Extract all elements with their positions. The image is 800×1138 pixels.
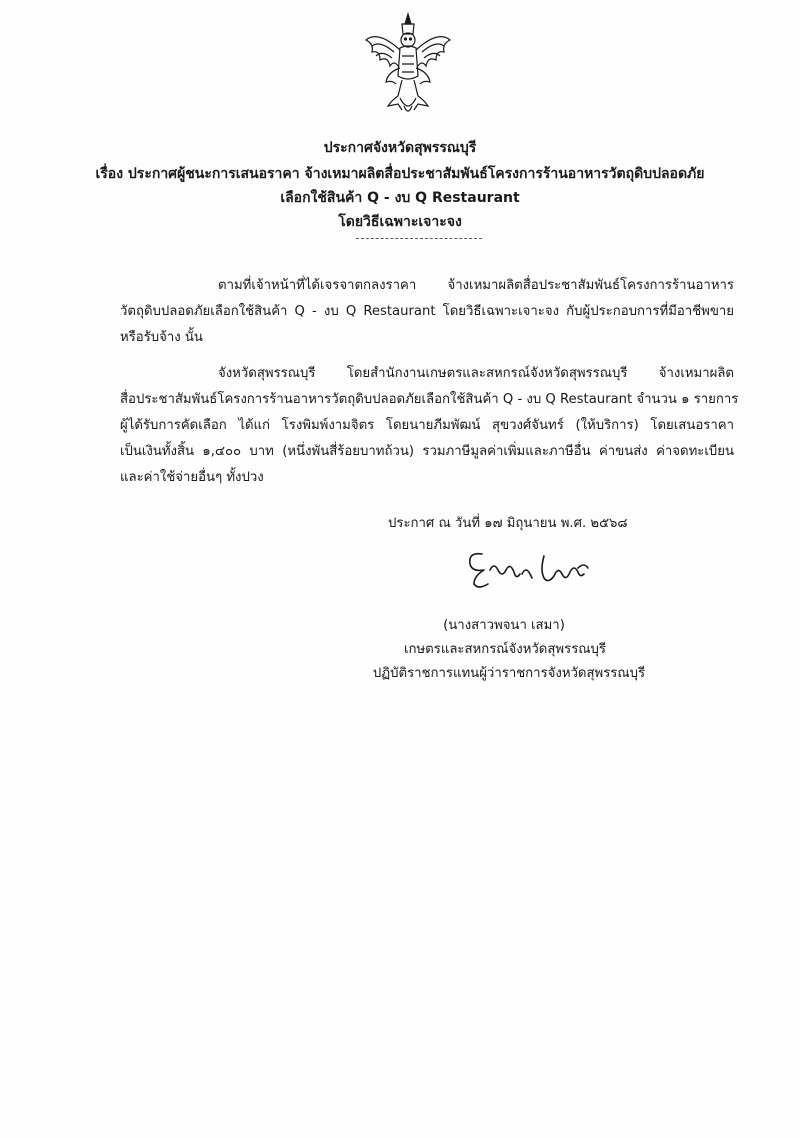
para2-line2: สื่อประชาสัมพันธ์โครงการร้านอาหารวัตถุดิบปลอดภัยเลือกใช้สินค้า Q - งบ Q Restaurant จำนวน ๑ รายการ [120,392,739,407]
signatory-acting-position: ปฏิบัติราชการแทนผู้ว่าราชการจังหวัดสุพรรณบุรี [372,666,646,681]
announce-date: ประกาศ ณ วันที่ ๑๗ มิถุนายน พ.ศ. ๒๕๖๘ [388,516,628,531]
para2-line4: เป็นเงินทั้งสิ้น ๑,๔๐๐ บาท (หนึ่งพันสี่ร้อยบาทถ้วน) รวมภาษีมูลค่าเพิ่มและภาษีอื่น ค่าขนส่ง ค่าจดทะเบียน [120,444,734,459]
para1-line2: วัตถุดิบปลอดภัยเลือกใช้สินค้า Q - งบ Q Restaurant โดยวิธีเฉพาะเจาะจง กับผู้ประกอบการที่มีอาชีพขาย [120,304,734,319]
handwritten-signature [460,540,600,596]
para1-line1: ตามที่เจ้าหน้าที่ได้เจรจาตกลงราคา จ้างเหมาผลิตสื่อประชาสัมพันธ์โครงการร้านอาหาร [218,278,734,293]
announcement-subject-line2: เลือกใช้สินค้า Q - งบ Q Restaurant [280,190,520,206]
signatory-name: (นางสาวพจนา เสมา) [443,618,565,633]
para2-line3: ผู้ได้รับการคัดเลือก ได้แก่ โรงพิมพ์งามจิตร โดยนายภีมพัฒน์ สุขวงศ์จันทร์ (ให้บริการ) โดยเสนอราคา [120,418,734,433]
procurement-method: โดยวิธีเฉพาะเจาะจง [338,214,462,230]
para2-line1: จังหวัดสุพรรณบุรี โดยสำนักงานเกษตรและสหกรณ์จังหวัดสุพรรณบุรี จ้างเหมาผลิต [218,366,734,381]
announcement-title: ประกาศจังหวัดสุพรรณบุรี [323,140,477,156]
para1-line3: หรือรับจ้าง นั้น [120,330,203,345]
heading-divider [356,238,482,239]
para2-line5: และค่าใช้จ่ายอื่นๆ ทั้งปวง [120,470,264,485]
signatory-position: เกษตรและสหกรณ์จังหวัดสุพรรณบุรี [404,642,606,657]
garuda-emblem-icon [358,10,458,120]
announcement-subject: เรื่อง ประกาศผู้ชนะการเสนอราคา จ้างเหมาผลิตสื่อประชาสัมพันธ์โครงการร้านอาหารวัตถุดิบปลอดภัย [95,166,705,182]
